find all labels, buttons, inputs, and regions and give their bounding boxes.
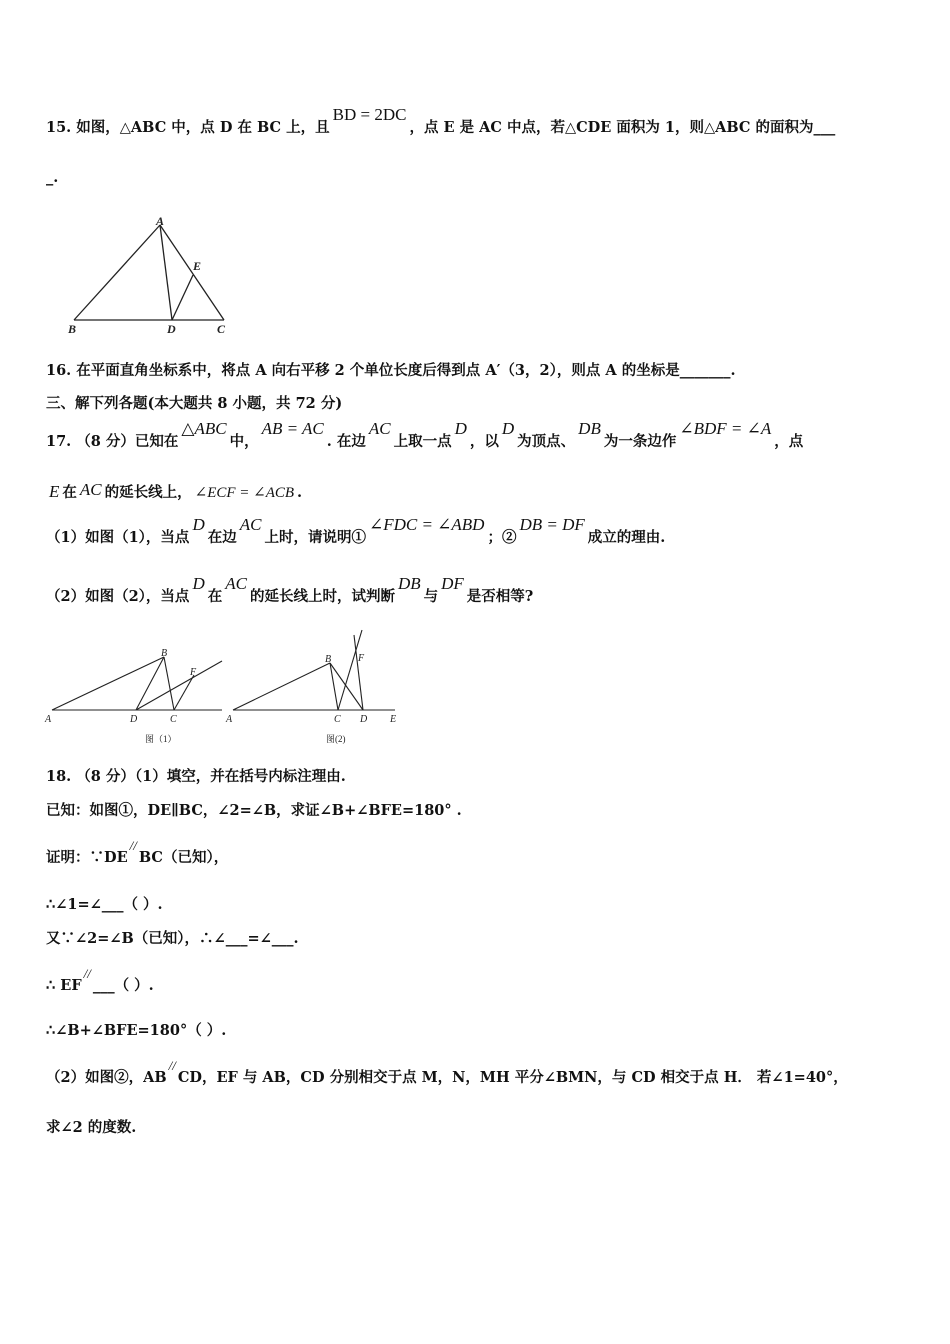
q17-line1 — [46, 419, 804, 451]
q17-m2: AB = AC — [261, 419, 324, 438]
q15-label-c: C — [217, 322, 226, 336]
fig1-label-f: F — [190, 667, 197, 678]
q18-proof — [46, 838, 229, 867]
q17-l2-t1: 在 — [62, 484, 77, 501]
q18-part2-cont: 求∠2 的度数. — [46, 1119, 137, 1136]
q18-given: 已知：如图①，DE∥BC，∠2=∠B，求证∠B+∠BFE=180° . — [46, 802, 462, 819]
fig1-label-c: C — [170, 714, 177, 725]
q18-proof-t2: BC（已知）， — [138, 849, 229, 866]
q15-edge-de — [172, 275, 193, 320]
q15-text-1: 15. 如图，△ABC 中，点 D 在 BC 上，且 — [46, 119, 330, 136]
q17-m4: D — [454, 419, 467, 438]
q15-label-a: A — [156, 215, 165, 228]
q15-formula: BD = 2DC — [332, 105, 407, 124]
q17-p1-m2: AC — [239, 515, 262, 534]
q17-p1-m3: ∠FDC = ∠ABD — [368, 515, 485, 534]
q17-p2-t1: （2）如图（2），当点 — [46, 588, 190, 605]
fig2-label-b: B — [325, 654, 332, 665]
q15-figure — [62, 215, 237, 340]
q15-edge-ab — [74, 225, 160, 320]
q17-m7: ∠BDF = ∠A — [679, 419, 772, 438]
q17-t7: 为一条边作 — [603, 433, 677, 450]
q15-cont: _. — [46, 169, 59, 186]
q17-p2-t5: 是否相等? — [466, 588, 534, 605]
q17-part2 — [46, 574, 534, 606]
q17-p1-m4: DB = DF — [519, 515, 585, 534]
q17-l2-t3: . — [297, 484, 303, 501]
q17-p2-m4: DF — [441, 574, 464, 593]
fig1-caption: 图（1） — [145, 734, 177, 744]
fig1-bc — [164, 657, 174, 710]
q15-label-d: D — [167, 322, 176, 336]
q17-m1: △ABC — [181, 419, 227, 438]
q17-p1-t1: （1）如图（1），当点 — [46, 529, 190, 546]
q17-l2-m3: ∠ECF = ∠ACB — [194, 485, 295, 501]
q17-p1-m1: D — [192, 515, 205, 534]
q17-p1-t3: 上时，请说明① — [264, 529, 366, 546]
q18-part2 — [46, 1058, 848, 1087]
section3-title: 三、解下列各题(本大题共 8 小题，共 72 分) — [46, 395, 343, 412]
q18-parallel-3: // — [168, 1058, 176, 1073]
q17-m3: AC — [368, 419, 391, 438]
q17-p2-m1: D — [192, 574, 205, 593]
fig2-label-d: D — [360, 714, 368, 725]
q17-p2-m2: AC — [225, 574, 247, 593]
q17-p1-t2: 在边 — [207, 529, 237, 546]
q18-step3 — [46, 966, 154, 995]
q15-line — [46, 105, 836, 137]
q17-p2-t3: 的延长线上时，试判断 — [249, 588, 395, 605]
q18-title: 18. （8 分）（1）填空，并在括号内标注理由. — [46, 768, 346, 785]
fig2-caption: 图(2) — [326, 734, 346, 744]
q17-line2 — [46, 481, 302, 502]
q17-t2: 中， — [229, 433, 259, 450]
q17-l2-t2: 的延长线上， — [104, 484, 192, 501]
q17-p1-t4: ；② — [487, 529, 517, 546]
q18-step1: ∴∠1=∠___（ ）. — [46, 896, 163, 913]
q17-t6: 为顶点、 — [517, 433, 576, 450]
fig1-cf — [174, 675, 194, 710]
q15-label-e: E — [193, 259, 202, 273]
q17-l2-m1: E — [49, 482, 60, 501]
q18-parallel-2: // — [83, 966, 91, 981]
q16-text: 16. 在平面直角坐标系中，将点 A 向右平移 2 个单位长度后得到点 A′（3，2），则点 A 的坐标是_______. — [46, 362, 736, 379]
q17-figures — [40, 625, 410, 750]
fig1-label-b: B — [161, 648, 168, 659]
q17-m5: D — [501, 419, 515, 438]
q18-step2: 又∵∠2=∠B（已知），∴∠___=∠___. — [46, 930, 299, 947]
fig1-label-a: A — [45, 714, 52, 725]
q17-p2-t4: 与 — [423, 588, 439, 605]
fig2-label-c: C — [334, 714, 341, 725]
q18-step4: ∴∠B+∠BFE=180°（ ）. — [46, 1022, 227, 1039]
q18-proof-t1: 证明：∵DE — [46, 849, 128, 866]
q17-p1-t5: 成立的理由. — [587, 529, 666, 546]
q18-s3-t1: ∴ EF — [46, 977, 82, 994]
fig1-label-d: D — [130, 714, 138, 725]
q17-p2-m3: DB — [397, 574, 421, 593]
q17-t3: . 在边 — [326, 433, 366, 450]
q17-t5: ，以 — [469, 433, 499, 450]
q18-p2-t2: CD，EF 与 AB，CD 分别相交于点 M，N，MH 平分∠BMN，与 CD 相交于点 H． 若∠1=40°， — [177, 1069, 848, 1086]
q17-part1 — [46, 515, 666, 547]
q15-text-2: ，点 E 是 AC 中点，若△CDE 面积为 1，则△ABC 的面积为___ — [409, 119, 836, 136]
q18-p2-t1: （2）如图②，AB — [46, 1069, 167, 1086]
fig2-label-e: E — [390, 714, 397, 725]
q17-m6: DB — [578, 419, 601, 438]
fig2-bc — [330, 663, 338, 710]
q17-p2-t2: 在 — [207, 588, 223, 605]
q18-parallel-1: // — [129, 838, 137, 853]
q15-label-b: B — [68, 322, 77, 336]
fig2-label-a: A — [226, 714, 233, 725]
q17-t4: 上取一点 — [393, 433, 452, 450]
fig2-ab — [233, 663, 330, 710]
fig1-ab — [52, 657, 164, 710]
fig2-label-f: F — [358, 653, 365, 664]
q17-l2-m2: AC — [79, 480, 102, 499]
q17-t8: ，点 — [774, 433, 804, 450]
q18-s3-t2: ___（ ）. — [92, 977, 154, 994]
q17-t1: 17. （8 分）已知在 — [46, 433, 179, 450]
